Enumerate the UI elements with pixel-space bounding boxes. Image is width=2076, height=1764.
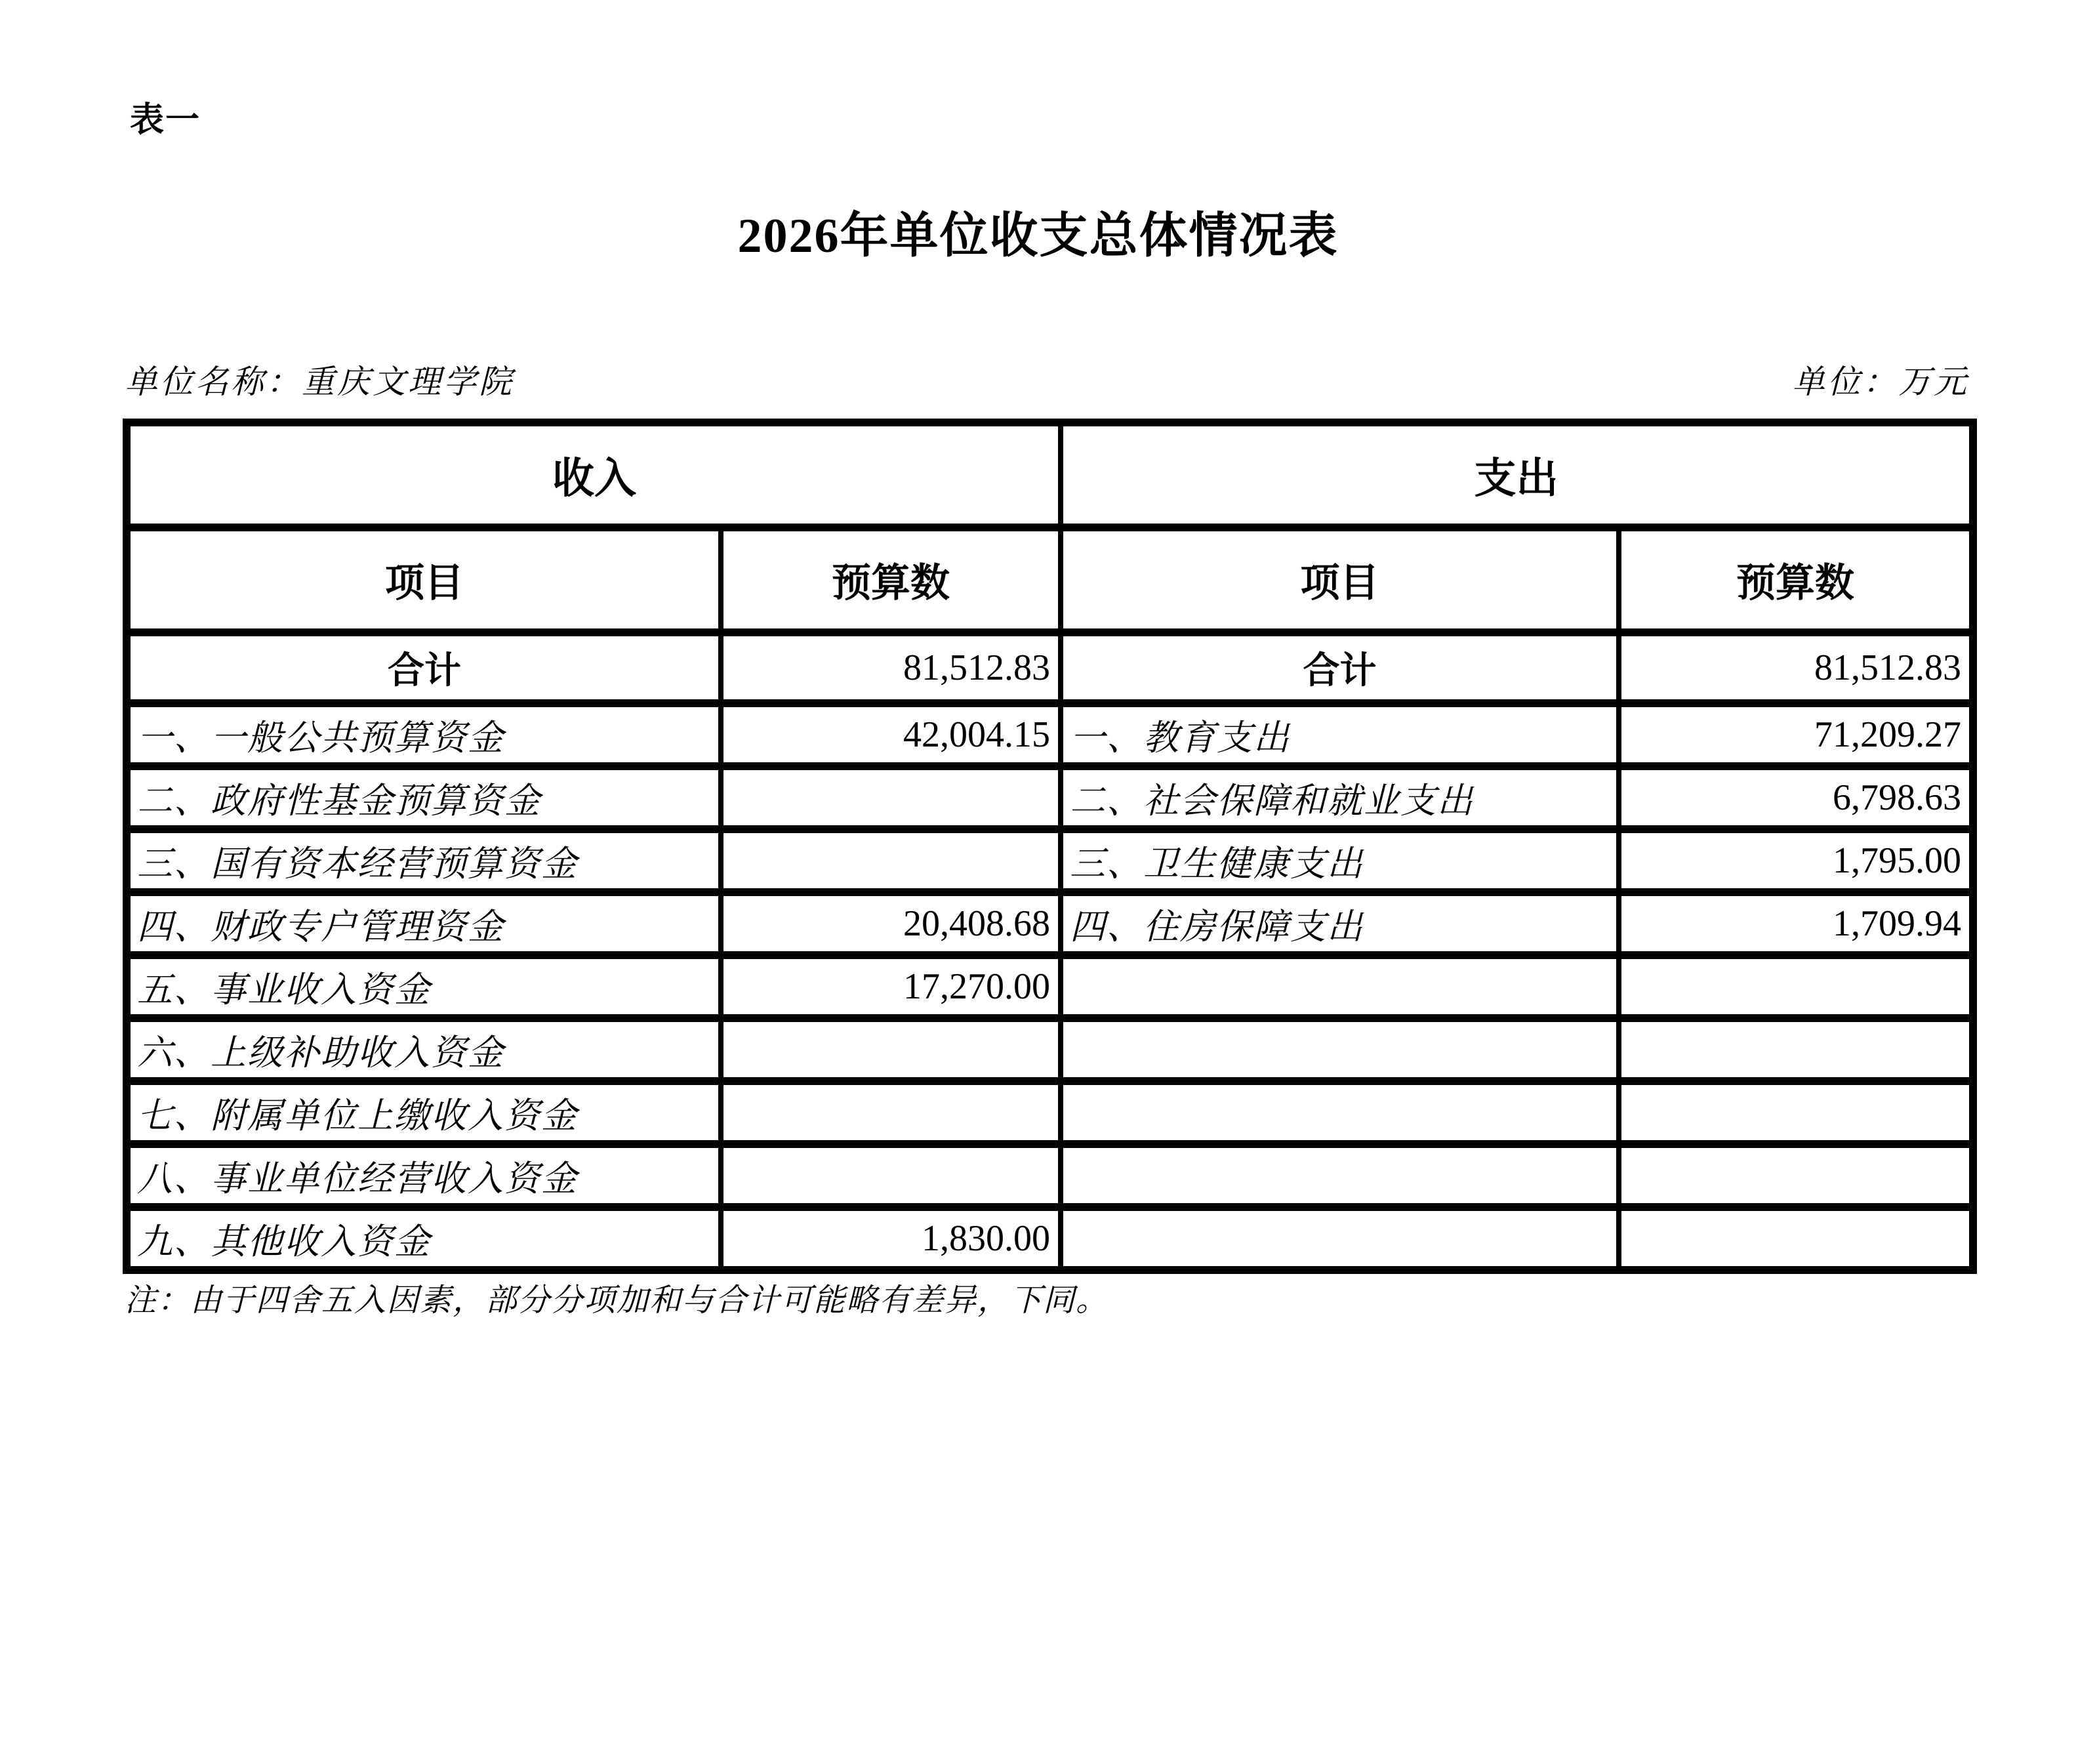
expenditure-budget-cell [1619, 1081, 1973, 1144]
column-header-row [127, 527, 1973, 632]
income-item-cell: 四、财政专户管理资金 [127, 892, 721, 955]
expenditure-item-column-header: 项目 [1061, 527, 1619, 632]
table-row [127, 892, 1973, 955]
expenditure-budget-cell [1619, 1144, 1973, 1207]
table-row [127, 703, 1973, 766]
expenditure-item-cell [1061, 1018, 1619, 1081]
budget-table [123, 419, 1977, 1274]
expenditure-item-cell [1061, 955, 1619, 1018]
total-row [127, 632, 1973, 703]
expenditure-total-value: 81,512.83 [1619, 632, 1973, 703]
income-budget-cell [721, 1144, 1061, 1207]
expenditure-budget-cell [1619, 1018, 1973, 1081]
table-row [127, 1018, 1973, 1081]
table-row [127, 1144, 1973, 1207]
table-row [127, 1207, 1973, 1270]
currency-unit-label: 单位：万元 [1792, 363, 1969, 400]
expenditure-budget-column-header: 预算数 [1619, 527, 1973, 632]
section-header-row [127, 422, 1973, 527]
expenditure-item-cell: 三、卫生健康支出 [1061, 829, 1619, 892]
income-budget-cell: 20,408.68 [721, 892, 1061, 955]
income-budget-column-header: 预算数 [721, 527, 1061, 632]
expenditure-total-label: 合计 [1061, 632, 1619, 703]
expenditure-item-cell: 四、住房保障支出 [1061, 892, 1619, 955]
income-budget-cell [721, 1018, 1061, 1081]
table-row [127, 766, 1973, 829]
income-budget-cell: 17,270.00 [721, 955, 1061, 1018]
income-item-cell: 六、上级补助收入资金 [127, 1018, 721, 1081]
table-row [127, 955, 1973, 1018]
expenditure-budget-cell: 71,209.27 [1619, 703, 1973, 766]
expenditure-budget-cell: 1,709.94 [1619, 892, 1973, 955]
expenditure-budget-cell [1619, 1207, 1973, 1270]
income-budget-cell [721, 829, 1061, 892]
expenditure-item-cell [1061, 1144, 1619, 1207]
expenditure-section-header: 支出 [1061, 422, 1973, 527]
table-row [127, 1081, 1973, 1144]
income-budget-cell [721, 1081, 1061, 1144]
table-number-label: 表一 [130, 101, 201, 139]
income-budget-cell: 1,830.00 [721, 1207, 1061, 1270]
expenditure-budget-cell: 6,798.63 [1619, 766, 1973, 829]
expenditure-item-cell [1061, 1081, 1619, 1144]
expenditure-budget-cell: 1,795.00 [1619, 829, 1973, 892]
income-item-cell: 二、政府性基金预算资金 [127, 766, 721, 829]
income-item-column-header: 项目 [127, 527, 721, 632]
income-item-cell: 九、其他收入资金 [127, 1207, 721, 1270]
table-row [127, 829, 1973, 892]
expenditure-item-cell: 二、社会保障和就业支出 [1061, 766, 1619, 829]
expenditure-item-cell: 一、教育支出 [1061, 703, 1619, 766]
page-title: 2026年单位收支总体情况表 [737, 209, 1339, 263]
income-item-cell: 五、事业收入资金 [127, 955, 721, 1018]
income-item-cell: 七、附属单位上缴收入资金 [127, 1081, 721, 1144]
income-budget-cell: 42,004.15 [721, 703, 1061, 766]
income-total-label: 合计 [127, 632, 721, 703]
income-item-cell: 三、国有资本经营预算资金 [127, 829, 721, 892]
income-item-cell: 八、事业单位经营收入资金 [127, 1144, 721, 1207]
income-section-header: 收入 [127, 422, 1061, 527]
income-item-cell: 一、一般公共预算资金 [127, 703, 721, 766]
income-total-value: 81,512.83 [721, 632, 1061, 703]
rounding-note: 注：由于四舍五入因素，部分分项加和与合计可能略有差异，下同。 [125, 1283, 1109, 1318]
meta-row [125, 361, 1969, 403]
expenditure-item-cell [1061, 1207, 1619, 1270]
expenditure-budget-cell [1619, 955, 1973, 1018]
income-budget-cell [721, 766, 1061, 829]
unit-name-label: 单位名称：重庆文理学院 [125, 363, 514, 400]
